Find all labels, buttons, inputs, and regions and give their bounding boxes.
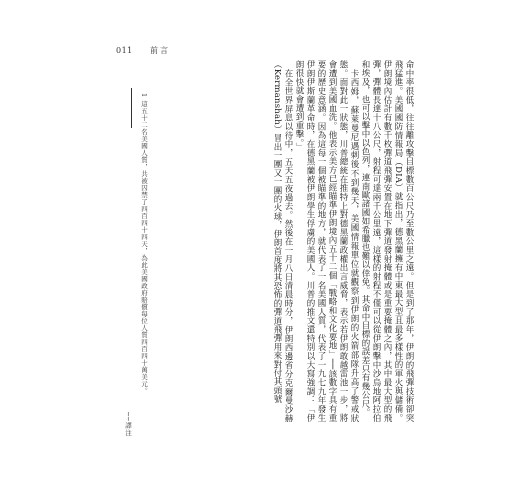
- footnote: 1 這五十二名美國人質，共被囚禁了四百四十四天，為此美國政府賠償每位人質四百四十萬美元。: [140, 93, 148, 395]
- paragraph: 卡西姆，蘇萊曼尼遇刺後不到幾天，美國情報單位就觀察到伊朗的火箭部隊升高了警戒狀態。面對此一狀態，川普總統在推特上對德黑蘭政權出言威脅，表示若伊朗敢越雷池一步，將會遭到美國血洗。他表示美方已經瞄準伊朗境內五十二個「戰略和文化要地」──該數字具有重要的歷史意涵。因為這每一個被瞄準的地方，就代表了一名美國人質，代表了一九七九年發生伊朗伊斯蘭革命時，在德黑蘭被伊朗學生俘虜的美國人。川普的推文還特別以大寫強調：「伊朗很快就會遭到重擊。」: [294, 60, 359, 422]
- paragraph: 命中率很低，往往離攻擊目標數百公尺乃至數公里之遠。但是到了那年，伊朗的飛彈技術卻突飛猛進。美國國防情報局（DIA）就指出，德黑蘭擁有中東最大型且最多樣性的軍火與儲備。伊朗境內估計有數千枚彈道飛彈安置在地下彈道發射掩體或是重要掩體之內，其中最大型的飛彈，彈體長達十八公尺，射程可達兩千公里遠，這樣的射程不僅可以從伊朗擊中沙烏地阿拉伯和埃及，也可以擊中以色列，連南歐諸國如希臘也難以倖免。其命中目標的誤差只有幾公尺。: [360, 60, 414, 422]
- paragraph: 在全世界屏息以待中，五天五夜過去。然後在一月八日清晨時分，伊朗西邊省分克爾曼沙赫（Kermanshah）冒出一團又一團的火球，伊朗首度將其恐怖的彈道飛彈用來對付其頭號: [272, 60, 293, 422]
- translator-note: ──譯注: [124, 412, 132, 437]
- running-head: 前言: [150, 46, 170, 55]
- body-text: [192, 60, 414, 422]
- page-number: 011: [116, 46, 133, 55]
